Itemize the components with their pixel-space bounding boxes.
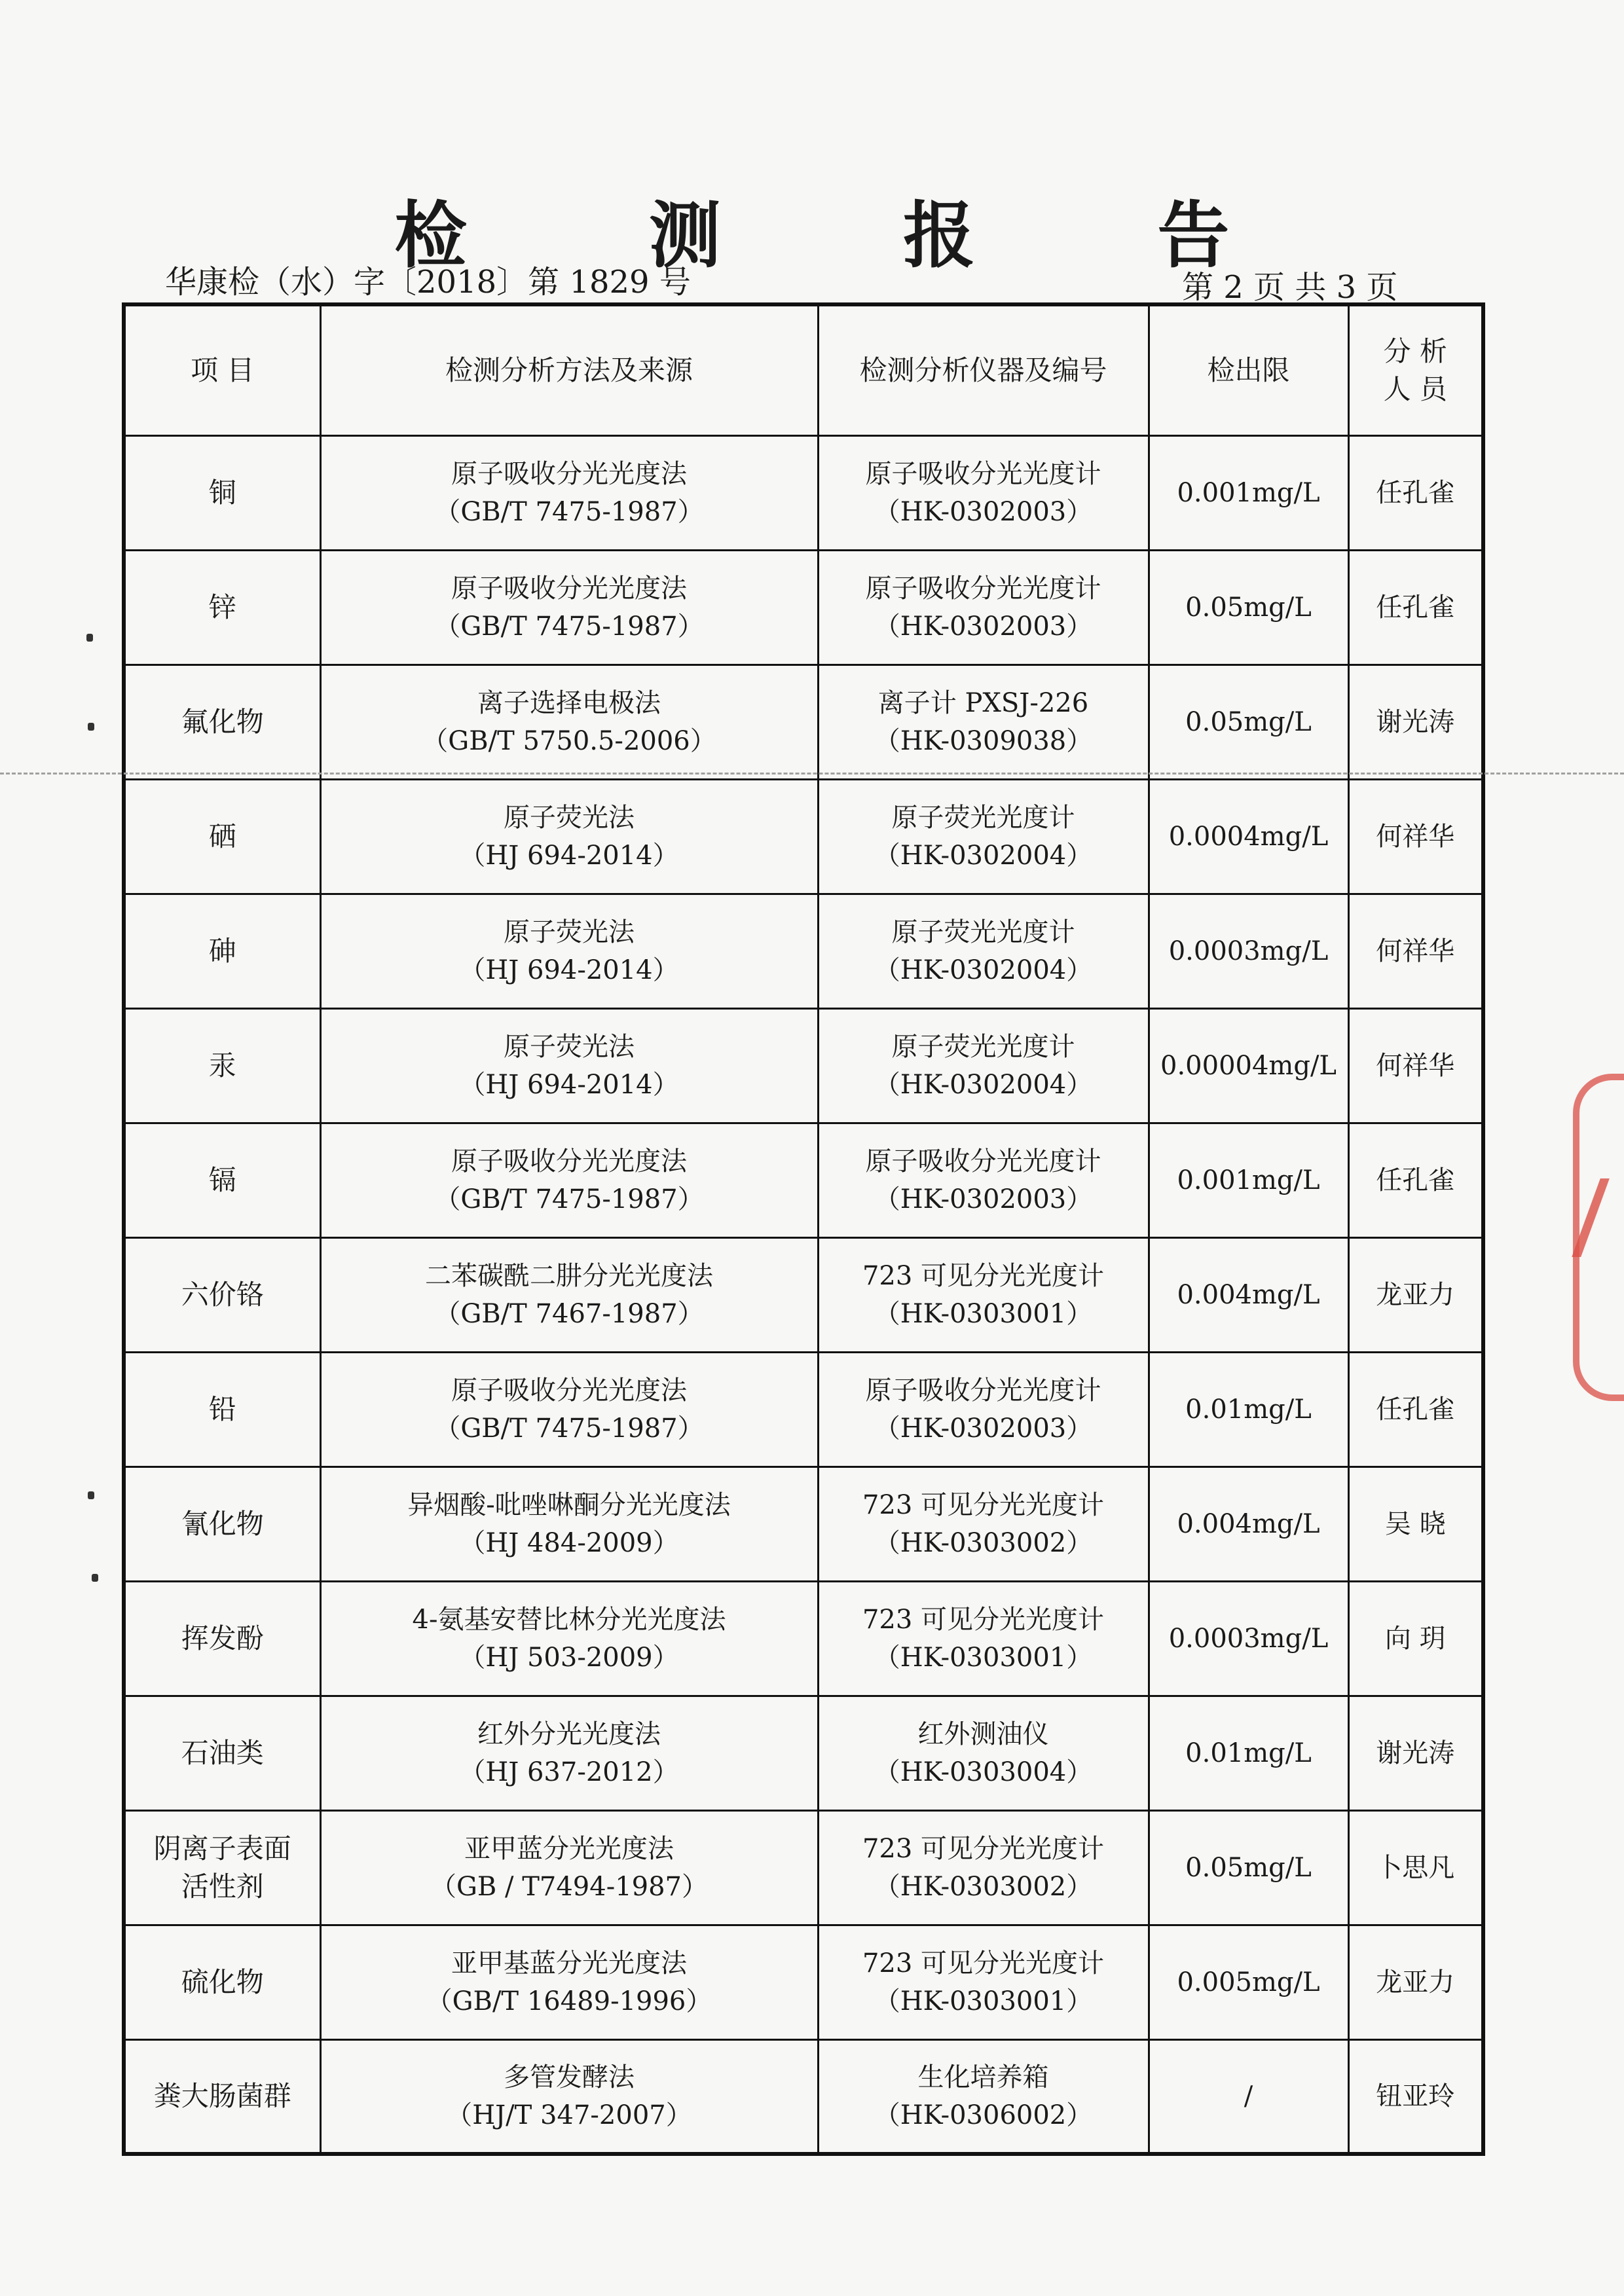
limit-cell: 0.05mg/L — [1149, 665, 1348, 779]
method-cell-line: 亚甲蓝分光光度法 — [464, 1833, 674, 1864]
method-cell-line: 原子荧光法 — [504, 1031, 635, 1062]
instrument-cell-line: （HK-0302003） — [874, 611, 1093, 642]
analyst-cell: 卜思凡 — [1348, 1810, 1483, 1925]
method-cell-line: 红外分光光度法 — [477, 1719, 661, 1749]
limit-cell: 0.0003mg/L — [1149, 1581, 1348, 1696]
instrument-cell — [818, 779, 1149, 894]
instrument-cell — [818, 1123, 1149, 1237]
item-cell-line: 阴离子表面 — [153, 1832, 291, 1865]
instrument-cell — [818, 665, 1149, 779]
method-cell — [320, 1810, 818, 1925]
method-cell — [320, 1696, 818, 1810]
analyst-cell: 吴 晓 — [1348, 1467, 1483, 1581]
red-seal-stamp — [1573, 1074, 1624, 1401]
method-cell-line: 原子吸收分光光度法 — [451, 1146, 687, 1176]
instrument-cell — [818, 1237, 1149, 1352]
method-cell — [320, 1008, 818, 1123]
analyst-cell: 何祥华 — [1348, 779, 1483, 894]
item-cell-line: 氰化物 — [181, 1507, 264, 1540]
instrument-cell — [818, 1925, 1149, 2039]
limit-cell: 0.01mg/L — [1149, 1696, 1348, 1810]
instrument-cell-line: 生化培养箱 — [917, 2062, 1049, 2092]
item-cell-line: 锌 — [208, 591, 236, 623]
table-row — [124, 1467, 1483, 1581]
method-cell-line: 原子吸收分光光度法 — [451, 1375, 687, 1406]
table-row — [124, 779, 1483, 894]
item-cell — [124, 1008, 320, 1123]
instrument-cell-line: 原子吸收分光光度计 — [865, 1146, 1101, 1176]
table-row — [124, 1925, 1483, 2039]
method-cell — [320, 550, 818, 665]
method-cell — [320, 779, 818, 894]
header-analyst — [1348, 304, 1483, 435]
table-row — [124, 435, 1483, 550]
item-cell — [124, 779, 320, 894]
table-row — [124, 1696, 1483, 1810]
limit-cell: 0.001mg/L — [1149, 1123, 1348, 1237]
analyst-cell: 任孔雀 — [1348, 1352, 1483, 1467]
method-cell-line: （HJ 637-2012） — [459, 1757, 679, 1787]
instrument-cell-line: （HK-0303002） — [874, 1527, 1093, 1558]
limit-cell: 0.00004mg/L — [1149, 1008, 1348, 1123]
table-row — [124, 1123, 1483, 1237]
item-cell-line: 铅 — [208, 1393, 236, 1425]
analyst-cell: 龙亚力 — [1348, 1237, 1483, 1352]
instrument-cell — [818, 1467, 1149, 1581]
item-cell-line: 粪大肠菌群 — [153, 2079, 291, 2112]
method-cell-line: 原子吸收分光光度法 — [451, 573, 687, 604]
table-row — [124, 1352, 1483, 1467]
instrument-cell-line: 离子计 PXSJ-226 — [877, 687, 1089, 718]
method-cell-line: 原子吸收分光光度法 — [451, 458, 687, 489]
instrument-cell-line: （HK-0303002） — [874, 1871, 1093, 1902]
instrument-cell-line: （HK-0309038） — [874, 725, 1093, 756]
method-cell-line: （HJ 694-2014） — [459, 840, 679, 871]
table-row — [124, 894, 1483, 1008]
limit-cell: 0.05mg/L — [1149, 1810, 1348, 1925]
method-cell — [320, 1467, 818, 1581]
page-indicator: 第 2 页 共 3 页 — [1182, 269, 1398, 306]
instrument-cell-line: （HK-0302003） — [874, 1413, 1093, 1444]
method-cell — [320, 1352, 818, 1467]
header-limit: 检出限 — [1149, 304, 1348, 435]
instrument-cell — [818, 1696, 1149, 1810]
instrument-cell-line: （HK-0302004） — [874, 840, 1093, 871]
item-cell — [124, 1467, 320, 1581]
method-cell — [320, 1237, 818, 1352]
item-cell-line: 石油类 — [181, 1736, 264, 1769]
instrument-cell — [818, 2039, 1149, 2154]
limit-cell: 0.01mg/L — [1149, 1352, 1348, 1467]
scan-speck — [92, 1574, 98, 1582]
instrument-cell-line: （HK-0303001） — [874, 1298, 1093, 1329]
item-cell — [124, 2039, 320, 2154]
method-cell-line: （GB/T 7475-1987） — [434, 496, 704, 527]
analyst-cell: 任孔雀 — [1348, 435, 1483, 550]
limit-cell: 0.004mg/L — [1149, 1237, 1348, 1352]
item-cell — [124, 1581, 320, 1696]
item-cell-line: 砷 — [208, 934, 236, 967]
method-cell-line: 离子选择电极法 — [477, 687, 661, 718]
method-cell — [320, 665, 818, 779]
instrument-cell-line: 723 可见分光光度计 — [862, 1833, 1105, 1864]
method-cell-line: （HJ 484-2009） — [459, 1527, 679, 1558]
limit-cell: / — [1149, 2039, 1348, 2154]
document-number: 华康检（水）字〔2018〕第 1829 号 — [165, 264, 691, 301]
instrument-cell — [818, 894, 1149, 1008]
item-cell — [124, 435, 320, 550]
instrument-cell — [818, 1008, 1149, 1123]
method-cell-line: （HJ 694-2014） — [459, 955, 679, 985]
instrument-cell-line: （HK-0303001） — [874, 1642, 1093, 1673]
instrument-cell-line: 723 可见分光光度计 — [862, 1948, 1105, 1978]
limit-cell: 0.001mg/L — [1149, 435, 1348, 550]
method-cell-line: 异烟酸-吡唑啉酮分光光度法 — [407, 1489, 731, 1520]
method-cell-line: 亚甲基蓝分光光度法 — [451, 1948, 687, 1978]
header-analyst-line1: 分 析 — [1383, 335, 1447, 367]
method-cell — [320, 435, 818, 550]
item-cell-line: 氟化物 — [181, 705, 264, 738]
seal-mark — [1572, 1178, 1624, 1257]
table-row — [124, 550, 1483, 665]
instrument-cell-line: （HK-0306002） — [874, 2100, 1093, 2130]
method-cell-line: （HJ/T 347-2007） — [446, 2100, 692, 2130]
limit-cell: 0.005mg/L — [1149, 1925, 1348, 2039]
method-cell — [320, 2039, 818, 2154]
table-row — [124, 1237, 1483, 1352]
instrument-cell-line: 原子吸收分光光度计 — [865, 1375, 1101, 1406]
item-cell-line: 汞 — [208, 1049, 236, 1082]
instrument-cell-line: 原子荧光光度计 — [891, 802, 1075, 833]
table-row — [124, 1581, 1483, 1696]
instrument-cell — [818, 1581, 1149, 1696]
analyst-cell: 何祥华 — [1348, 1008, 1483, 1123]
method-cell-line: 4-氨基安替比林分光光度法 — [412, 1604, 726, 1635]
analyst-cell: 谢光涛 — [1348, 1696, 1483, 1810]
method-cell-line: 原子荧光法 — [504, 802, 635, 833]
header-instrument: 检测分析仪器及编号 — [818, 304, 1149, 435]
item-cell — [124, 550, 320, 665]
method-cell-line: 二苯碳酰二肼分光光度法 — [425, 1260, 713, 1291]
method-cell-line: （HJ 503-2009） — [459, 1642, 679, 1673]
analyst-cell: 龙亚力 — [1348, 1925, 1483, 2039]
instrument-cell-line: （HK-0302003） — [874, 496, 1093, 527]
method-cell-line: （GB / T7494-1987） — [430, 1871, 709, 1902]
table-row — [124, 1810, 1483, 1925]
table-row — [124, 2039, 1483, 2154]
instrument-cell-line: （HK-0303001） — [874, 1986, 1093, 2016]
analyst-cell: 钮亚玲 — [1348, 2039, 1483, 2154]
item-cell — [124, 665, 320, 779]
item-cell-line: 活性剂 — [181, 1870, 264, 1903]
instrument-cell-line: 原子吸收分光光度计 — [865, 573, 1101, 604]
instrument-cell-line: （HK-0302004） — [874, 955, 1093, 985]
instrument-cell-line: 723 可见分光光度计 — [862, 1489, 1105, 1520]
analyst-cell: 何祥华 — [1348, 894, 1483, 1008]
method-cell — [320, 1123, 818, 1237]
scan-speck — [88, 723, 94, 731]
method-cell-line: （GB/T 7475-1987） — [434, 1413, 704, 1444]
item-cell-line: 六价铬 — [181, 1278, 264, 1311]
item-cell-line: 铜 — [208, 476, 236, 509]
item-cell — [124, 1696, 320, 1810]
limit-cell: 0.0003mg/L — [1149, 894, 1348, 1008]
instrument-cell-line: （HK-0302004） — [874, 1069, 1093, 1100]
header-method: 检测分析方法及来源 — [320, 304, 818, 435]
item-cell — [124, 1925, 320, 2039]
instrument-cell-line: 原子荧光光度计 — [891, 917, 1075, 947]
instrument-cell — [818, 435, 1149, 550]
item-cell — [124, 1237, 320, 1352]
item-cell-line: 硒 — [208, 820, 236, 852]
item-cell-line: 挥发酚 — [181, 1622, 264, 1654]
method-cell-line: （GB/T 7467-1987） — [434, 1298, 704, 1329]
instrument-cell-line: 原子荧光光度计 — [891, 1031, 1075, 1062]
item-cell — [124, 1810, 320, 1925]
table-header-row — [124, 304, 1483, 435]
instrument-cell-line: 723 可见分光光度计 — [862, 1260, 1105, 1291]
method-cell-line: （GB/T 5750.5-2006） — [422, 725, 716, 756]
instrument-cell-line: （HK-0303004） — [874, 1757, 1093, 1787]
item-cell — [124, 1123, 320, 1237]
fold-line — [0, 773, 1624, 774]
method-cell-line: （GB/T 7475-1987） — [434, 1184, 704, 1214]
scan-speck — [86, 634, 93, 642]
header-analyst-line2: 人 员 — [1383, 373, 1447, 405]
limit-cell: 0.05mg/L — [1149, 550, 1348, 665]
limit-cell: 0.004mg/L — [1149, 1467, 1348, 1581]
analyst-cell: 任孔雀 — [1348, 1123, 1483, 1237]
instrument-cell-line: 红外测油仪 — [917, 1719, 1049, 1749]
method-cell-line: 多管发酵法 — [504, 2062, 635, 2092]
report-table-body — [124, 304, 1483, 2154]
method-cell-line: 原子荧光法 — [504, 917, 635, 947]
header-item: 项 目 — [124, 304, 320, 435]
method-cell — [320, 1925, 818, 2039]
report-title: 检 测 报 告 — [394, 193, 1308, 278]
instrument-cell-line: （HK-0302003） — [874, 1184, 1093, 1214]
item-cell — [124, 894, 320, 1008]
table-row — [124, 665, 1483, 779]
item-cell-line: 镉 — [208, 1163, 236, 1196]
instrument-cell — [818, 550, 1149, 665]
method-cell — [320, 1581, 818, 1696]
method-cell-line: （GB/T 7475-1987） — [434, 611, 704, 642]
method-cell-line: （HJ 694-2014） — [459, 1069, 679, 1100]
instrument-cell-line: 原子吸收分光光度计 — [865, 458, 1101, 489]
limit-cell: 0.0004mg/L — [1149, 779, 1348, 894]
method-cell — [320, 894, 818, 1008]
item-cell-line: 硫化物 — [181, 1965, 264, 1998]
instrument-cell — [818, 1810, 1149, 1925]
item-cell — [124, 1352, 320, 1467]
scan-speck — [88, 1491, 94, 1499]
analyst-cell: 谢光涛 — [1348, 665, 1483, 779]
instrument-cell-line: 723 可见分光光度计 — [862, 1604, 1105, 1635]
analyst-cell: 向 玥 — [1348, 1581, 1483, 1696]
analyst-cell: 任孔雀 — [1348, 550, 1483, 665]
method-cell-line: （GB/T 16489-1996） — [426, 1986, 712, 2016]
instrument-cell — [818, 1352, 1149, 1467]
report-table — [122, 302, 1485, 2156]
table-row — [124, 1008, 1483, 1123]
